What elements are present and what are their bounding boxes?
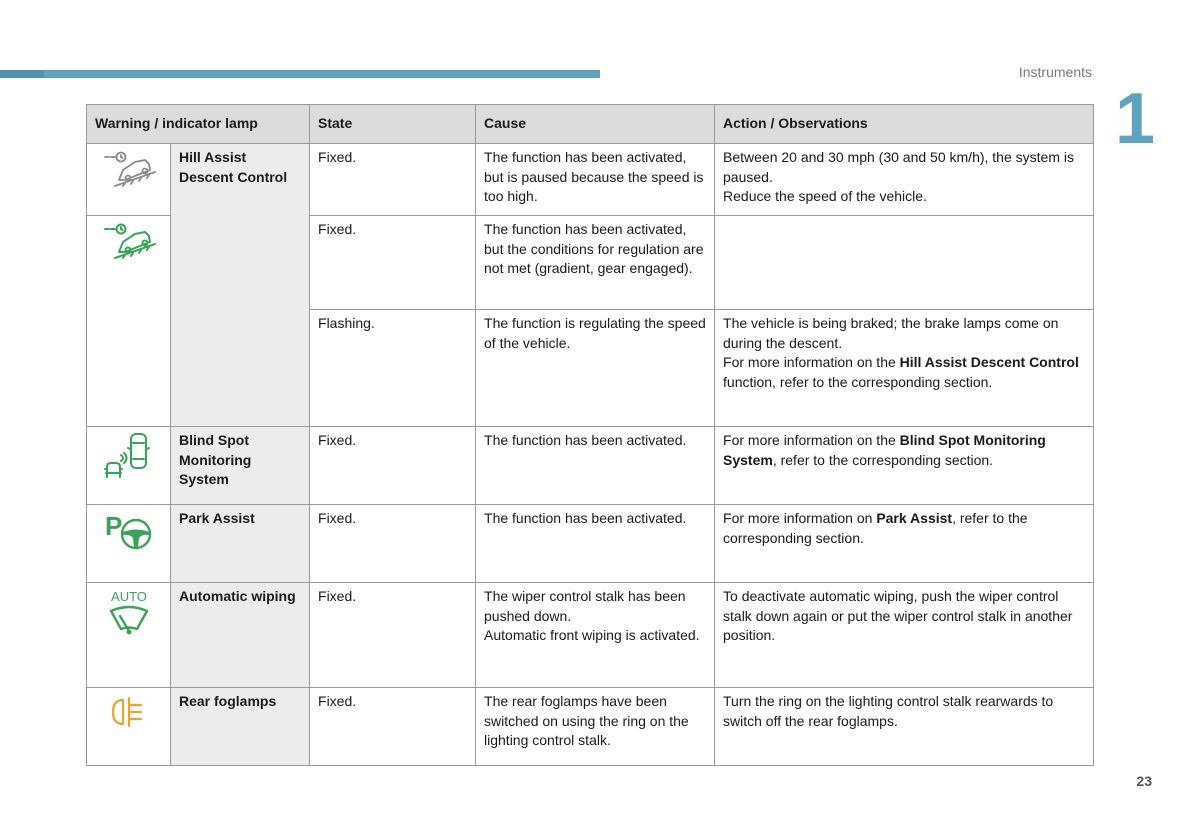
cause-cell: The function has been activated, but is paused because the speed is too high. (476, 144, 715, 216)
lamp-name: Automatic wiping (171, 583, 310, 688)
column-header-lamp: Warning / indicator lamp (87, 105, 310, 144)
header-accent-bar-start (0, 70, 44, 78)
action-cell: Turn the ring on the lighting control stalk rearwards to switch off the rear foglamps. (715, 688, 1094, 766)
hill-descent-grey-icon (101, 148, 157, 188)
table-row (87, 427, 1094, 505)
lamp-icon-cell (87, 144, 171, 216)
action-cell (715, 144, 1094, 216)
state-cell: Fixed. (310, 144, 476, 216)
lamp-icon-cell (87, 583, 171, 688)
lamp-name: Blind Spot Monitoring System (171, 427, 310, 505)
svg-text:P: P (104, 511, 122, 541)
cause-cell: The function has been activated. (476, 505, 715, 583)
action-cell: For more information on the Blind Spot Monitoring System, refer to the corresponding section. (715, 427, 1094, 505)
section-title: Instruments (1018, 64, 1092, 80)
column-header-cause: Cause (476, 105, 715, 144)
state-cell: Fixed. (310, 505, 476, 583)
column-header-action: Action / Observations (715, 105, 1094, 144)
auto-wiping-icon (101, 587, 157, 637)
state-cell: Flashing. (310, 310, 476, 427)
table-row (87, 505, 1094, 583)
action-text: Reduce the speed of the vehicle. (723, 188, 927, 205)
hill-descent-green-icon (101, 220, 157, 260)
lamp-icon-cell (87, 427, 171, 505)
warning-lamps-table (86, 104, 1094, 766)
table-row (87, 144, 1094, 216)
action-text: Between 20 and 30 mph (30 and 50 km/h), the system is paused. (723, 149, 1074, 185)
action-cell (715, 310, 1094, 427)
lamp-icon-cell (87, 505, 171, 583)
lamp-icon-cell (87, 688, 171, 766)
action-text: The vehicle is being braked; the brake lamps come on during the descent. (723, 315, 1059, 351)
action-text: For more information on the Hill Assist Descent Control function, refer to the corresponding section. (723, 354, 1079, 390)
park-assist-icon (101, 509, 157, 553)
action-cell: For more information on Park Assist, refer to the corresponding section. (715, 505, 1094, 583)
action-cell: To deactivate automatic wiping, push the wiper control stalk down again or put the wiper control stalk in another position. (715, 583, 1094, 688)
state-cell: Fixed. (310, 216, 476, 310)
lamp-name: Hill Assist Descent Control (171, 144, 310, 427)
column-header-state: State (310, 105, 476, 144)
state-cell: Fixed. (310, 583, 476, 688)
table-header-row (87, 105, 1094, 144)
chapter-number: 1 (1114, 79, 1156, 159)
auto-label: AUTO (110, 589, 147, 604)
cause-cell: The function has been activated, but the conditions for regulation are not met (gradient, gear engaged). (476, 216, 715, 310)
cause-cell: The rear foglamps have been switched on using the ring on the lighting control stalk. (476, 688, 715, 766)
cause-cell: The function is regulating the speed of the vehicle. (476, 310, 715, 427)
cause-text: Automatic front wiping is activated. (484, 627, 700, 644)
rear-foglamp-icon (101, 692, 157, 732)
header-accent-bar (0, 70, 600, 78)
cause-cell (476, 583, 715, 688)
action-cell (715, 216, 1094, 310)
table-row (87, 688, 1094, 766)
lamp-name: Rear foglamps (171, 688, 310, 766)
lamp-icon-cell (87, 216, 171, 427)
state-cell: Fixed. (310, 688, 476, 766)
state-cell: Fixed. (310, 427, 476, 505)
page-number: 23 (1136, 773, 1152, 789)
cause-text: The wiper control stalk has been pushed down. (484, 588, 686, 624)
table-row (87, 583, 1094, 688)
blind-spot-icon (101, 431, 157, 481)
lamp-name: Park Assist (171, 505, 310, 583)
cause-cell: The function has been activated. (476, 427, 715, 505)
